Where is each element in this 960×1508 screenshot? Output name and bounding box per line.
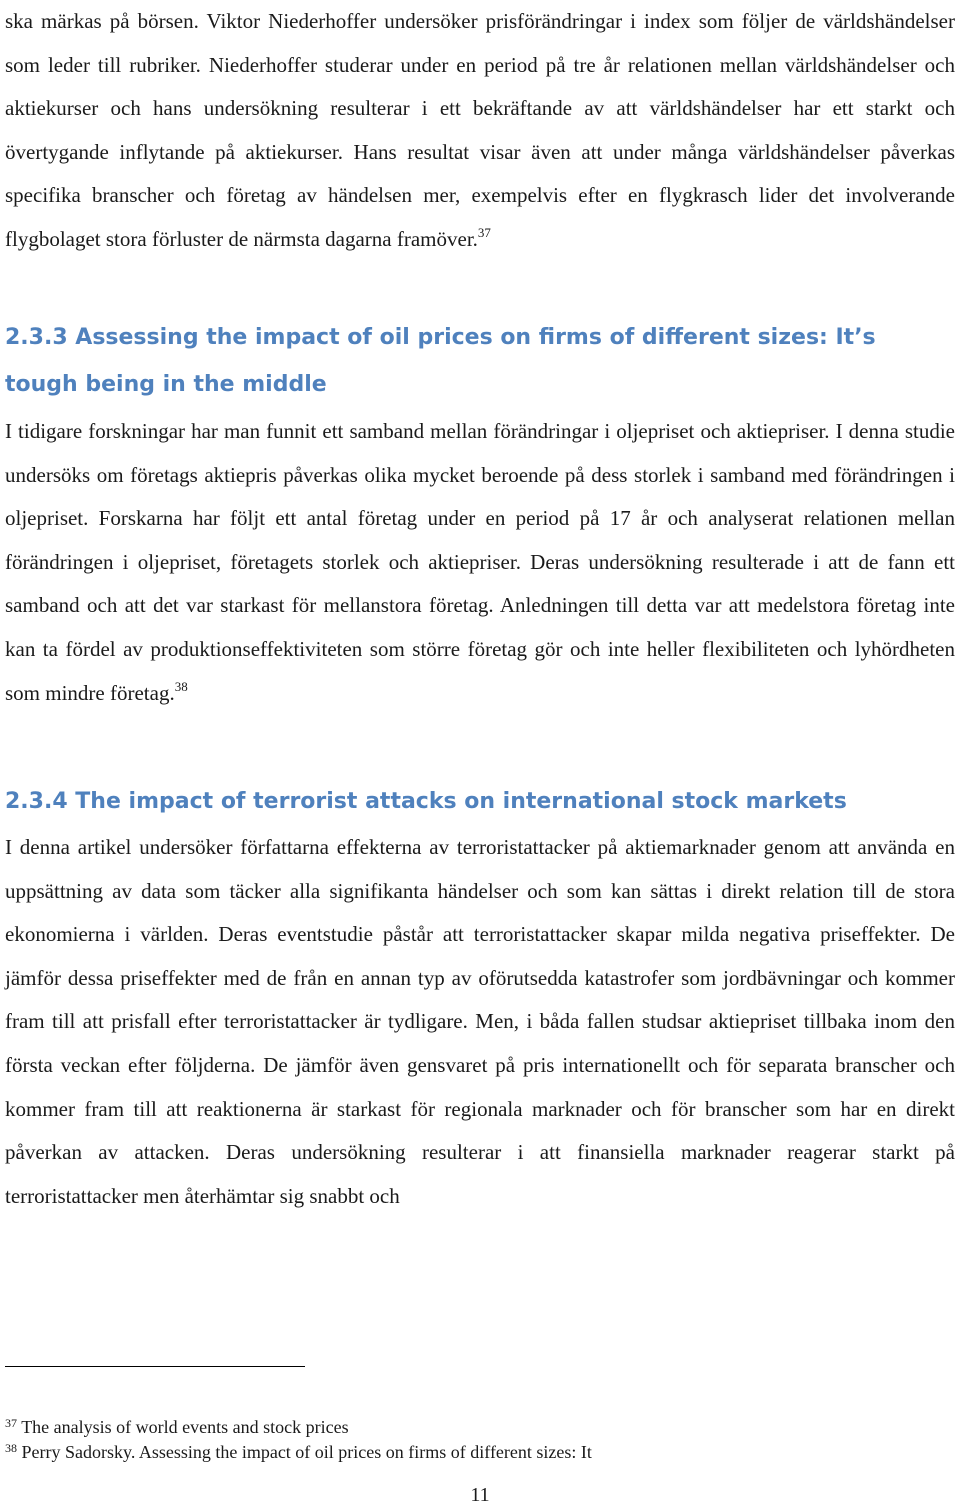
section-heading-2-3-3: 2.3.3 Assessing the impact of oil prices on firms of different sizes: It’s tough being in the middle	[5, 325, 876, 397]
footnote-separator	[5, 1366, 305, 1367]
footnote-text: The analysis of world events and stock prices	[21, 1417, 349, 1437]
paragraph-text: ska märkas på börsen. Viktor Niederhoffer undersöker prisförändringar i index som följer de världshändelser som leder till rubriker. Niederhoffer studerar under en period på tre år relationen mellan världshändelser och aktiekurser och hans undersökning resulterar i ett bekräftande av att världshändelser har ett starkt och övertygande inflytande på aktiekurser. Hans resultat visar även att under många världshändelser påverkas specifika branscher och företag av händelsen mer, exempelvis efter en flygkrasch lider det involverande flygbolaget stora förluster de närmsta dagarna framöver.	[5, 9, 955, 251]
footnote-37	[5, 1415, 955, 1439]
footnote-number: 37	[5, 1416, 17, 1430]
paragraph-terrorist-attacks: I denna artikel undersöker författarna effekterna av terroristattacker på aktiemarknader genom att använda en uppsättning av data som täcker alla signifikanta händelser och som kan sättas i direkt relation till de stora ekonomierna i världen. Deras eventstudie påstår att terroristattacker skapar milda negativa priseffekter. De jämför dessa priseffekter med de från en annan typ av oförutsedda katastrofer som jordbävningar och kommer fram till att prisfall efter terroristattacker är tydligare. Men, i båda fallen studsar aktiepriset tillbaka inom den första veckan efter följderna. De jämför även gensvaret på pris internationellt och för separata branscher och kommer fram till att reaktionerna är starkast för regionala marknader och för branscher som har en direkt påverkan av attacken. Deras undersökning resulterar i att finansiella marknader reagerar starkt på terroristattacker men återhämtar sig snabbt och	[5, 835, 955, 1208]
footnote-number: 38	[5, 1441, 17, 1455]
section-heading-2-3-4: 2.3.4 The impact of terrorist attacks on international stock markets	[5, 789, 847, 814]
footnote-ref-38[interactable]: 38	[174, 678, 188, 694]
paragraph-world-events	[5, 0, 955, 262]
footnote-text: Perry Sadorsky. Assessing the impact of oil prices on firms of different sizes: It	[21, 1442, 592, 1462]
paragraph-oil-prices	[5, 410, 955, 715]
footnote-38	[5, 1440, 955, 1464]
paragraph-text: I tidigare forskningar har man funnit ett samband mellan förändringar i oljepriset och aktiepriser. I denna studie undersöks om företags aktiepris påverkas olika mycket beroende på dess storlek i samband med förändringen i oljepriset. Forskarna har följt ett antal företag under en period på 17 år och analyserat relationen mellan förändringen i oljepriset, företagets storlek och aktiepriser. Deras undersökning resulterade i att de fann ett samband och att det var starkast för mellanstora företag. Anledningen till detta var att medelstora företag inte kan ta fördel av produktionseffektiviteten som större företag gör och inte heller flexibiliteten och lyhördheten som mindre företag.	[5, 419, 955, 705]
page-number: 11	[470, 1484, 490, 1506]
footnote-ref-37[interactable]: 37	[477, 224, 491, 240]
